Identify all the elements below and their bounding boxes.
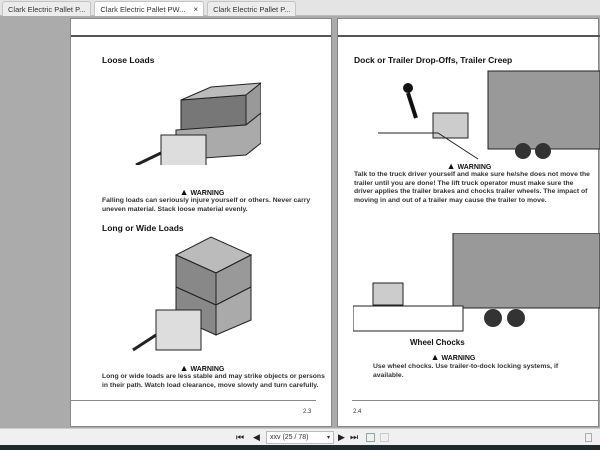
divider <box>71 400 316 401</box>
trailer-creep-illustration <box>378 63 600 161</box>
taskbar <box>0 445 600 450</box>
wheel-chocks-callout: Wheel Chocks <box>410 338 465 347</box>
divider <box>352 400 600 401</box>
copy-view-icon[interactable] <box>366 433 375 442</box>
warning-icon: ▲ <box>179 363 189 373</box>
tab-document-3[interactable] <box>207 1 296 16</box>
chevron-down-icon[interactable]: ▾ <box>326 435 330 441</box>
warning-text: Long or wide loads are less stable and may strike objects or persons in their path. Watch load clearance, move slowly and turn carefully. <box>102 373 325 389</box>
warning-label: ▲ WARNING <box>179 187 225 197</box>
paste-view-icon[interactable] <box>380 433 389 442</box>
page-number: 2.3 <box>303 409 312 415</box>
heading-loose-loads: Loose Loads <box>102 55 155 65</box>
warning-icon: ▲ <box>446 161 456 171</box>
right-page <box>337 18 599 427</box>
long-wide-loads-illustration <box>131 235 261 359</box>
navigation-toolbar <box>0 428 600 445</box>
tab-label: Clark Electric Pallet PW... <box>100 4 186 14</box>
tab-document-1[interactable] <box>2 1 91 16</box>
page-value: xxv (25 / 78) <box>270 434 309 441</box>
warning-label: ▲ WARNING <box>179 363 225 373</box>
previous-page-button[interactable]: ◀ <box>253 432 260 442</box>
close-icon[interactable]: × <box>193 4 199 14</box>
left-page <box>70 18 332 427</box>
warning-icon: ▲ <box>179 187 189 197</box>
tab-label: Clark Electric Pallet P... <box>8 4 86 14</box>
single-page-view-icon[interactable] <box>585 433 592 442</box>
warning-icon: ▲ <box>430 352 440 362</box>
heading-long-wide-loads: Long or Wide Loads <box>102 223 184 233</box>
warning-text: Talk to the truck driver yourself and make sure he/she does not move the trailer until you are done! The lift truck operator must make sure the driver applies the trailer brakes and chocks trailer wheels. The impact of moving in and out of a trailer may cause the trailer to move. <box>354 171 590 204</box>
tab-label: Clark Electric Pallet P... <box>213 4 291 14</box>
warning-text: Falling loads can seriously injure yourself or others. Never carry uneven material. Stack loose material evenly. <box>102 197 311 213</box>
last-page-button[interactable]: ⏭ <box>350 432 359 442</box>
warning-label: ▲ WARNING <box>446 161 492 171</box>
next-page-button[interactable]: ▶ <box>338 432 345 442</box>
tab-document-2[interactable] <box>94 1 204 16</box>
heading-dock-trailer: Dock or Trailer Drop-Offs, Trailer Creep <box>354 55 513 65</box>
first-page-button[interactable]: ⏮ <box>236 432 245 442</box>
divider <box>338 35 600 37</box>
warning-text: Use wheel chocks. Use trailer-to-dock locking systems, if available. <box>373 363 559 379</box>
wheel-chocks-illustration <box>353 233 600 333</box>
page-selector[interactable] <box>266 431 334 444</box>
tab-bar <box>0 0 600 16</box>
loose-loads-illustration <box>131 65 261 165</box>
divider <box>71 35 331 37</box>
warning-label: ▲ WARNING <box>430 352 476 362</box>
page-number: 2.4 <box>353 409 362 415</box>
